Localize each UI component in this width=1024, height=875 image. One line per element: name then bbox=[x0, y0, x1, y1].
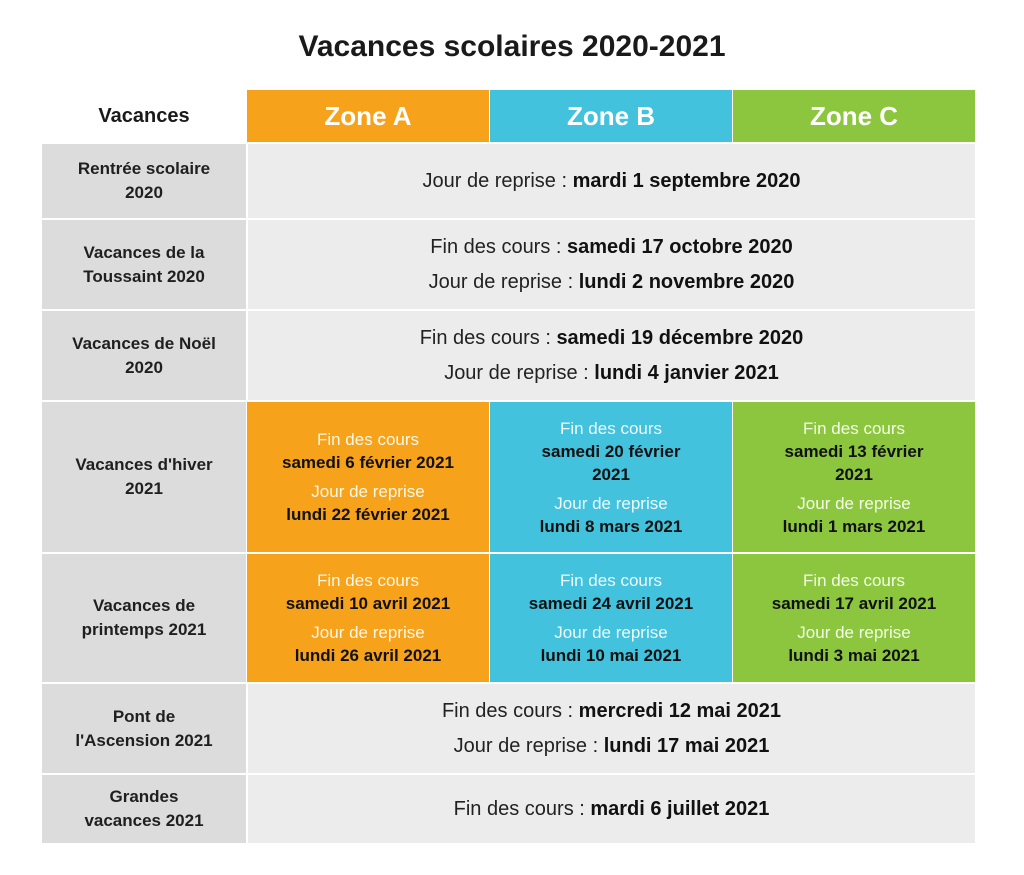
reprise-label: Jour de reprise bbox=[797, 493, 911, 513]
row-label-line: 2021 bbox=[125, 479, 163, 498]
row-label-line: Rentrée scolaire bbox=[77, 159, 211, 178]
fin-value-year: 2021 bbox=[592, 464, 630, 484]
ascension-dates bbox=[246, 682, 975, 773]
printemps-zone-c bbox=[732, 552, 975, 682]
reprise-label: Jour de reprise bbox=[554, 623, 668, 642]
fin-label: Fin des cours bbox=[559, 571, 663, 590]
row-label-line: 2020 bbox=[125, 183, 163, 202]
reprise-value: mardi 1 septembre 2020 bbox=[572, 169, 801, 192]
reprise-line bbox=[423, 164, 801, 199]
fin-line bbox=[454, 792, 770, 827]
fin-value: mardi 6 juillet 2021 bbox=[590, 797, 770, 820]
header-zone-b: Zone B bbox=[489, 90, 732, 142]
grandes-vacances-dates bbox=[246, 773, 975, 843]
holiday-table bbox=[42, 90, 975, 843]
rentree-dates bbox=[246, 142, 975, 218]
fin-value-year: 2021 bbox=[835, 464, 873, 484]
hiver-zone-b bbox=[489, 400, 732, 552]
reprise-value: lundi 4 janvier 2021 bbox=[594, 361, 779, 384]
reprise-line bbox=[429, 265, 795, 300]
row-label-hiver bbox=[42, 400, 246, 552]
reprise-value: lundi 26 avril 2021 bbox=[294, 646, 442, 665]
reprise-label: Jour de reprise bbox=[311, 623, 425, 642]
fin-value: samedi 17 octobre 2020 bbox=[567, 235, 793, 258]
row-label-ascension bbox=[42, 682, 246, 773]
reprise-value: lundi 22 février 2021 bbox=[286, 505, 450, 524]
hiver-zone-a bbox=[246, 400, 489, 552]
reprise-label: Jour de reprise bbox=[797, 623, 911, 642]
row-label-line: Pont de bbox=[112, 706, 176, 726]
reprise-value: lundi 2 novembre 2020 bbox=[578, 270, 795, 293]
fin-label: Fin des cours : bbox=[453, 797, 591, 820]
row-label-line: 2020 bbox=[125, 357, 163, 377]
fin-label: Fin des cours : bbox=[419, 326, 557, 349]
reprise-value: lundi 3 mai 2021 bbox=[788, 646, 920, 665]
fin-label: Fin des cours : bbox=[430, 235, 568, 258]
row-label-noel bbox=[42, 309, 246, 400]
row-label-line: printemps 2021 bbox=[81, 620, 207, 639]
fin-value: samedi 13 février bbox=[784, 441, 924, 461]
fin-label: Fin des cours bbox=[559, 418, 663, 438]
header-zone-a: Zone A bbox=[246, 90, 489, 142]
fin-value: samedi 10 avril 2021 bbox=[285, 594, 451, 613]
row-label-line: l'Ascension 2021 bbox=[75, 730, 213, 750]
reprise-value: lundi 1 mars 2021 bbox=[782, 516, 926, 536]
fin-value: samedi 20 février bbox=[541, 441, 681, 461]
reprise-label: Jour de reprise : bbox=[428, 270, 579, 293]
fin-line bbox=[420, 321, 804, 356]
fin-label: Fin des cours bbox=[316, 571, 420, 590]
printemps-zone-a bbox=[246, 552, 489, 682]
fin-label: Fin des cours bbox=[802, 418, 906, 438]
reprise-label: Jour de reprise : bbox=[444, 361, 595, 384]
row-label-line: Vacances de Noël bbox=[72, 333, 216, 353]
reprise-label: Jour de reprise : bbox=[422, 169, 573, 192]
header-vacances: Vacances bbox=[42, 90, 246, 142]
toussaint-dates bbox=[246, 218, 975, 309]
header-zone-c: Zone C bbox=[732, 90, 975, 142]
fin-value: samedi 17 avril 2021 bbox=[771, 594, 937, 613]
row-label-printemps bbox=[42, 552, 246, 682]
fin-label: Fin des cours bbox=[316, 430, 420, 449]
reprise-value: lundi 10 mai 2021 bbox=[540, 646, 682, 665]
row-label-line: Grandes bbox=[109, 787, 179, 806]
fin-value: mercredi 12 mai 2021 bbox=[578, 699, 782, 722]
row-label-rentree bbox=[42, 142, 246, 218]
reprise-label: Jour de reprise bbox=[554, 493, 668, 513]
row-label-grandes-vacances bbox=[42, 773, 246, 843]
row-label-line: Vacances de bbox=[92, 596, 196, 615]
page-title: Vacances scolaires 2020-2021 bbox=[298, 30, 726, 63]
fin-value: samedi 19 décembre 2020 bbox=[556, 326, 804, 349]
row-label-toussaint bbox=[42, 218, 246, 309]
row-label-line: Vacances d'hiver bbox=[75, 455, 213, 474]
reprise-label: Jour de reprise bbox=[311, 482, 425, 501]
reprise-line bbox=[444, 356, 779, 391]
noel-dates bbox=[246, 309, 975, 400]
row-label-line: vacances 2021 bbox=[84, 811, 204, 830]
reprise-value: lundi 8 mars 2021 bbox=[539, 516, 683, 536]
printemps-zone-b bbox=[489, 552, 732, 682]
hiver-zone-c bbox=[732, 400, 975, 552]
fin-value: samedi 24 avril 2021 bbox=[528, 594, 694, 613]
fin-value: samedi 6 février 2021 bbox=[281, 453, 454, 472]
fin-label: Fin des cours : bbox=[441, 699, 579, 722]
reprise-value: lundi 17 mai 2021 bbox=[603, 734, 770, 757]
fin-label: Fin des cours bbox=[802, 571, 906, 590]
fin-line bbox=[430, 230, 792, 265]
row-label-line: Vacances de la bbox=[83, 242, 205, 262]
reprise-line bbox=[454, 729, 770, 764]
reprise-label: Jour de reprise : bbox=[453, 734, 604, 757]
row-label-line: Toussaint 2020 bbox=[83, 266, 205, 286]
fin-line bbox=[442, 694, 781, 729]
